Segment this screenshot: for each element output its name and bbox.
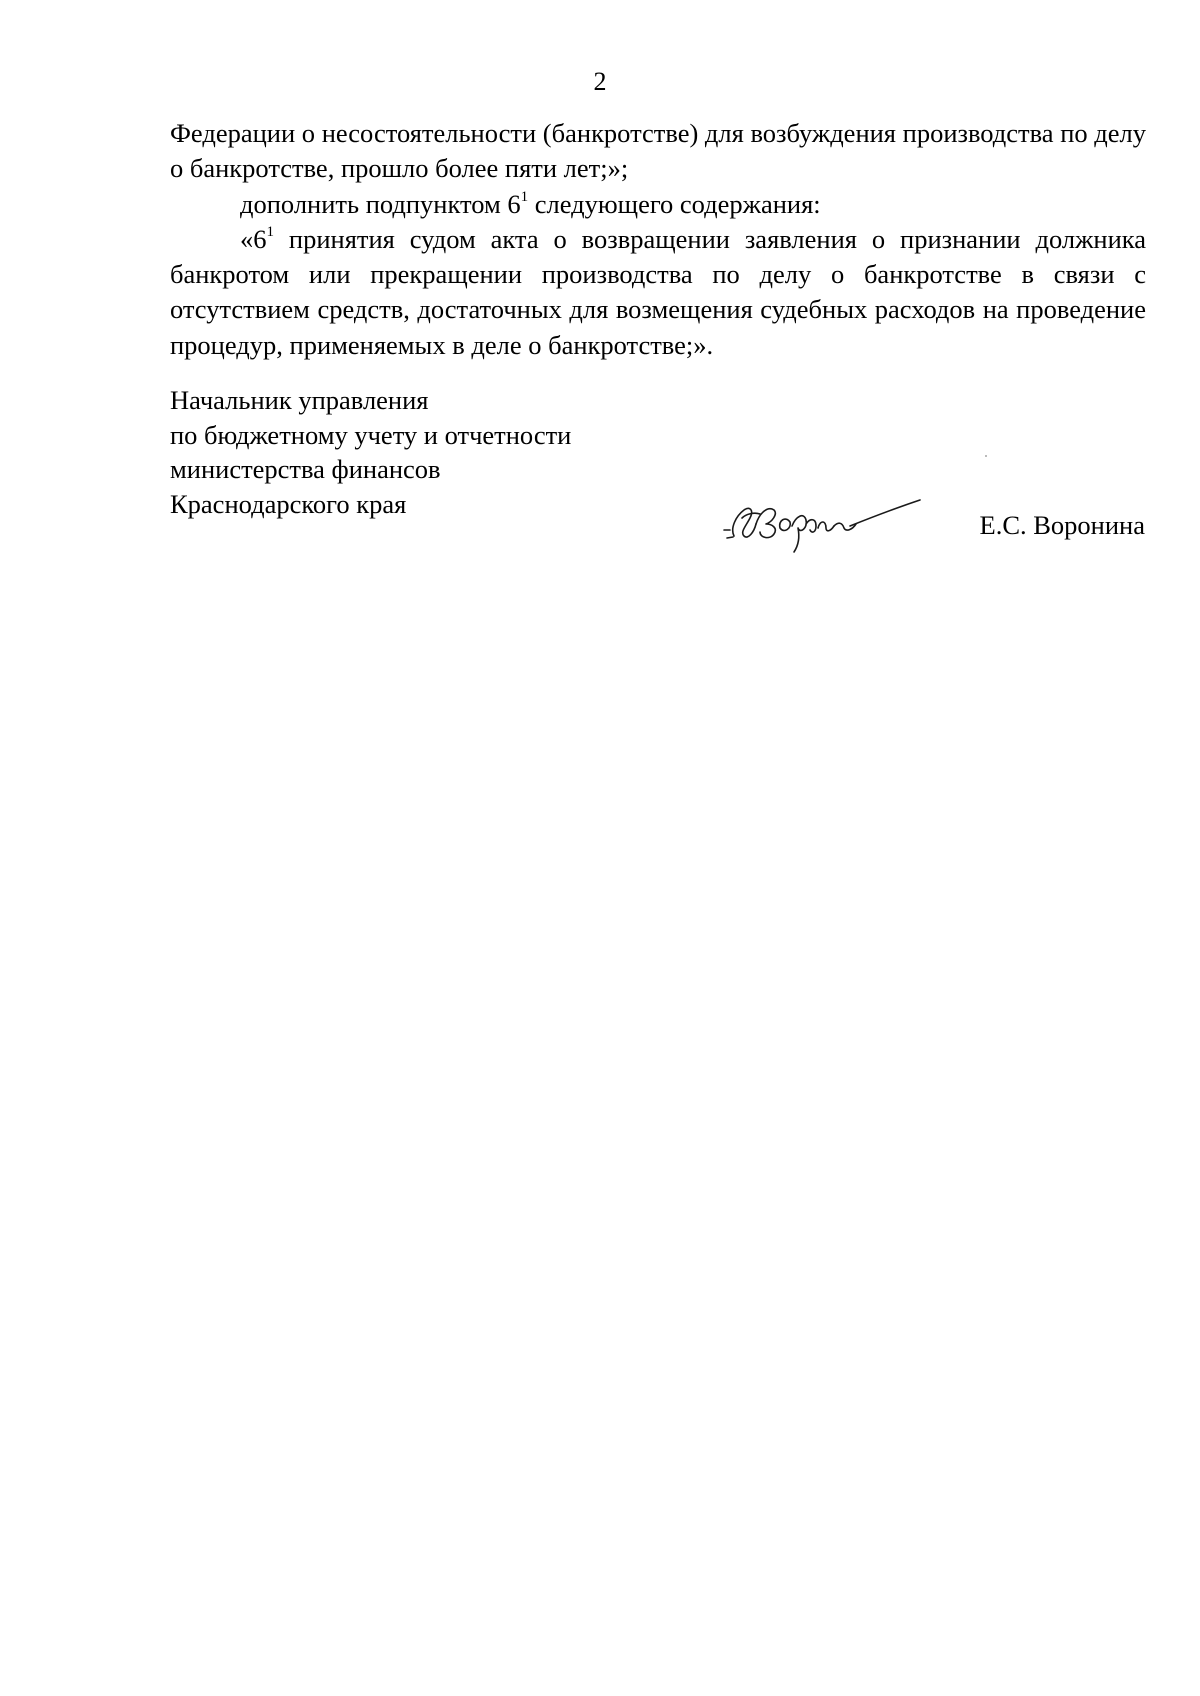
signatory-title-line: по бюджетному учету и отчетности: [170, 419, 572, 450]
paragraph-subpoint-text: [170, 222, 1146, 363]
superscript-index: 1: [520, 188, 529, 205]
subpoint-body: принятия судом акта о возвращении заявления о признании должника банкротом или прекращении производства по делу о банкротстве в связи с отсутствием средств, достаточных для возмещения судебных расходов на проведение процедур, применяемых в деле о банкротстве;».: [170, 223, 1146, 360]
paragraph-continuation: Федерации о несостоятельности (банкротстве) для возбуждения производства по делу о банкротстве, прошло более пяти лет;»;: [170, 118, 1146, 184]
page-number: 2: [593, 67, 607, 96]
amendment-intro-text: дополнить подпунктом 6: [240, 188, 521, 219]
document-body: [170, 116, 1146, 363]
subpoint-number: «6: [240, 223, 267, 254]
scan-speck: [985, 455, 987, 457]
signatory-name: Е.С. Воронина: [979, 510, 1145, 540]
superscript-index: 1: [266, 224, 274, 241]
amendment-intro-tail: следующего содержания:: [528, 188, 821, 219]
signatory-title-line: Начальник управления: [170, 385, 429, 415]
paragraph-amendment-intro: [170, 187, 1146, 222]
signatory-title: [170, 383, 571, 521]
signatory-title-line: министерства финансов: [170, 454, 441, 484]
signatory-title-line: Краснодарского края: [170, 488, 407, 519]
